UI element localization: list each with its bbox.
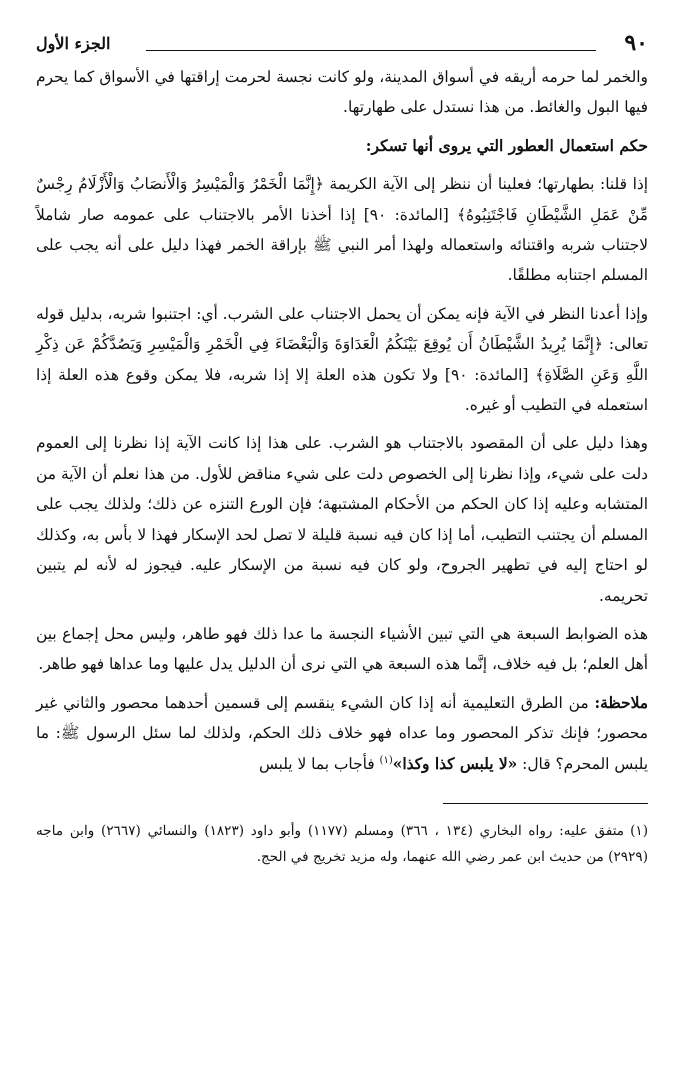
footnote-text: متفق عليه: رواه البخاري (١٣٤ ، ٣٦٦) ومسلم (١١٧٧) وأبو داود (١٨٢٣) والنسائي (٢٦٦٧) وابن ماجه (٢٩٢٩) من حديث ابن عمر رضي الله عنهما، وله مزيد تخريج في الحج. [36,822,648,865]
footnote-ref[interactable]: (١) [379,754,393,766]
book-page [36,28,648,870]
header-rule [146,50,596,51]
note-text-before: من الطرق التعليمية أنه إذا كان الشيء ينقسم إلى قسمين أحدهما محصور والثاني غير محصور؛ فإنك تذكر المحصور وما عداه فهو خلاف ذلك الحكم، ولذلك لما سئل الرسول ﷺ: ما يلبس المحرم؟ قال: [36,693,648,773]
note-paragraph [36,688,648,779]
paragraph-4: وهذا دليل على أن المقصود بالاجتناب هو الشرب. على هذا إذا كانت الآية إذا نظرنا إلى العموم دلت على شيء، وإذا نظرنا إلى الخصوص دلت على شيء مناقض للأول. من هذا نعلم أن الآية من المتشابه وعليه إذا كان الحكم من الأحكام المشتبهة؛ فإن الورع التنزه عن ذلك؛ ولذلك يجب على المسلم أن يجتنب التطيب، أما إذا كان فيه نسبة قليلة لا تصل لحد الإسكار فهذا لا بأس به، وكذلك لو احتاج إليه في تطهير الجروح، ولو كان فيه نسبة من الإسكار عليه. فيجوز له لأنه لم يتبين تحريمه. [36,434,648,605]
paragraph-1: والخمر لما حرمه أريقه في أسواق المدينة، ولو كانت نجسة لحرمت إراقتها في الأسواق كما يحرم فيها البول والغائط. من هذا نستدل على طهارتها. [36,68,648,117]
note-quote: «لا يلبس كذا وكذا» [392,754,518,773]
note-text-after: فأجاب بما لا يلبس [258,754,380,773]
paragraph-2: إذا قلنا: بطهارتها؛ فعلينا أن ننظر إلى الآية الكريمة ﴿إِنَّمَا الْخَمْرُ وَالْمَيْسِرُ وَالْأَنصَابُ وَالْأَزْلَامُ رِجْسٌ مِّنْ عَمَلِ الشَّيْطَانِ فَاجْتَنِبُوهُ﴾ [المائدة: ٩٠] إذا أخذنا الأمر بالاجتناب على عمومه صار شاملاً لاجتناب شربه واقتنائه واستعماله ولهذا أمر النبي ﷺ بإراقة الخمر فهذا دليل على أنه يجب على المسلم اجتنابه مطلقًا. [36,175,649,285]
page-header [36,28,648,62]
note-label: ملاحظة: [594,693,648,712]
paragraph-3: وإذا أعدنا النظر في الآية فإنه يمكن أن يحمل الاجتناب على الشرب. أي: اجتنبوا شربه، بدليل قوله تعالى: ﴿إِنَّمَا يُرِيدُ الشَّيْطَانُ أَن يُوقِعَ بَيْنَكُمُ الْعَدَاوَةَ وَالْبَغْضَاءَ فِي الْخَمْرِ وَالْمَيْسِرِ وَيَصُدَّكُمْ عَن ذِكْرِ اللَّهِ وَعَنِ الصَّلَاةِ﴾ [المائدة: ٩٠] ولا تكون هذه العلة إلا إذا شربه، فلا يمكن وقوع هذه العلة إذا استعمله في التطيب أو غيره. [36,304,648,415]
footnote-number: (١) [630,822,649,839]
footnote [36,818,648,870]
page-number: ٩٠ [624,30,648,56]
part-title: الجزء الأول [36,34,111,53]
section-heading: حكم استعمال العطور التي يروى أنها تسكر: [365,135,648,155]
footnote-separator [443,803,648,804]
main-text [36,62,648,779]
paragraph-5: هذه الضوابط السبعة هي التي تبين الأشياء النجسة ما عدا ذلك فهو طاهر، وليس محل إجماع بين أهل العلم؛ بل فيه خلاف، إنَّما هذه السبعة هي التي نرى أن الدليل يدل عليها وما عداها فهو طاهر. [36,624,648,674]
